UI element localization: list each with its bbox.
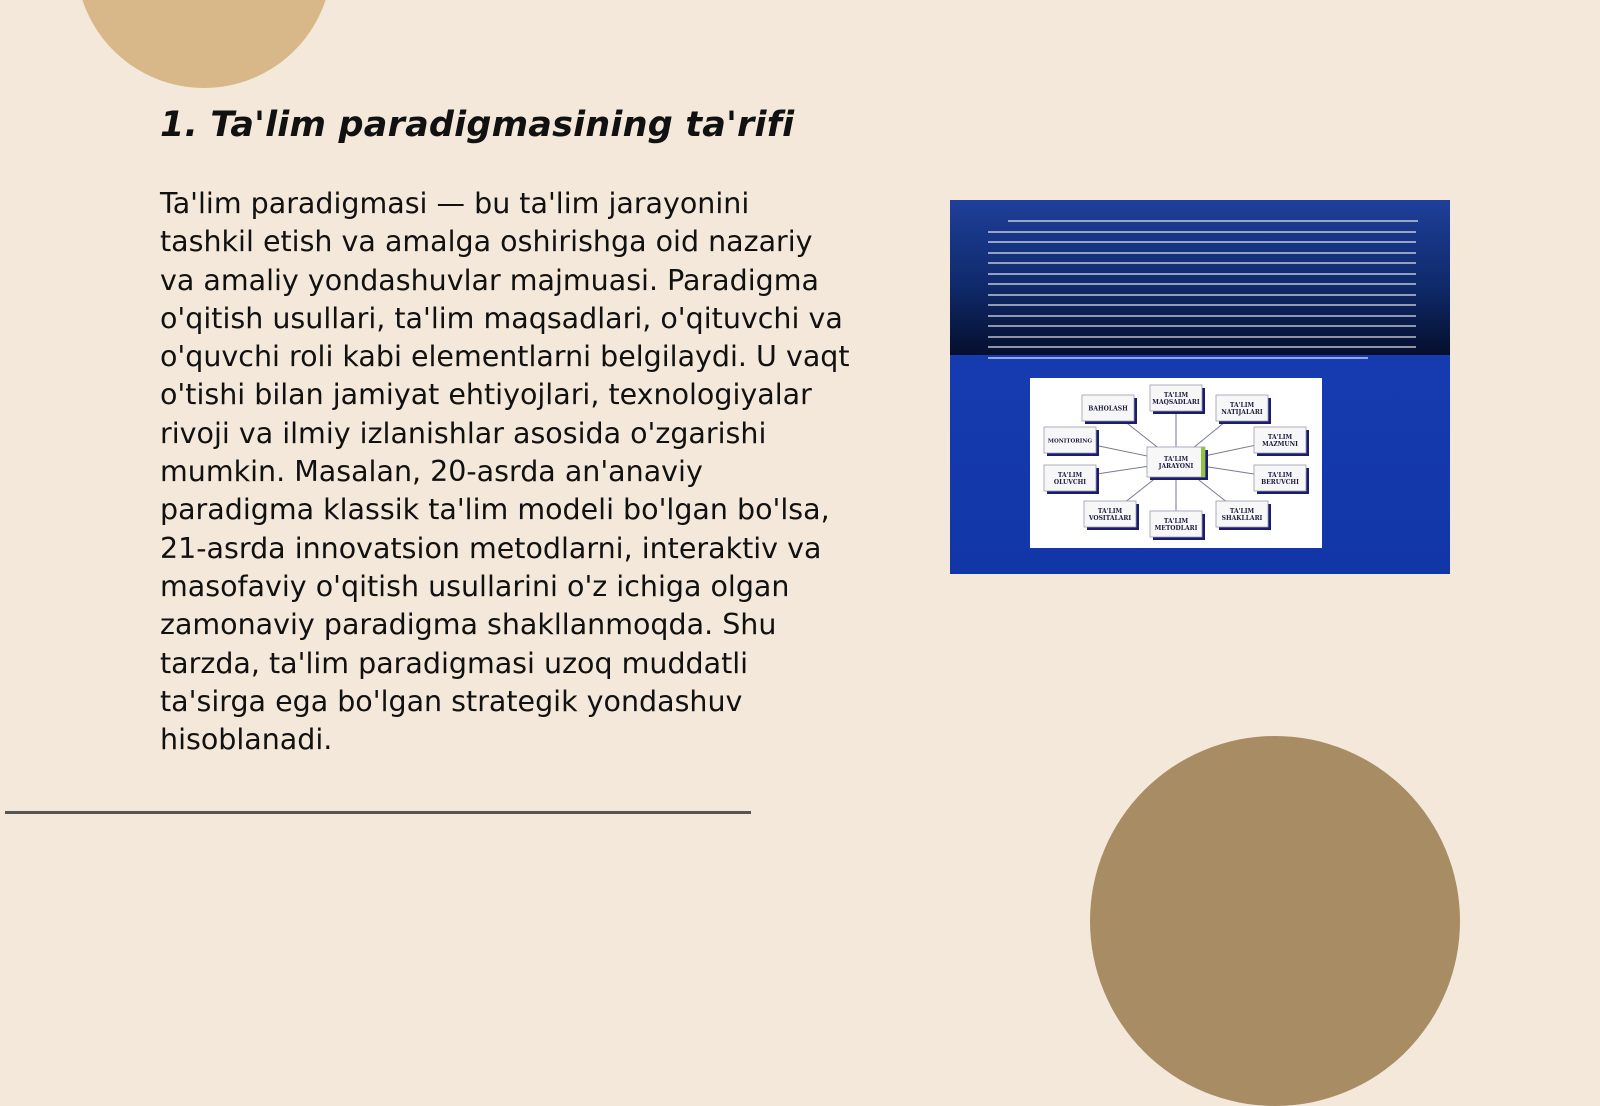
diagram-text-line	[988, 252, 1416, 254]
diagram-node	[1084, 501, 1139, 530]
diagram-text-block	[950, 200, 1450, 355]
diagram-text-line	[988, 315, 1416, 317]
diagram-node	[1216, 501, 1271, 530]
diagram-node	[1044, 427, 1099, 456]
svg-text:VOSITALARI: VOSITALARI	[1088, 515, 1132, 522]
svg-text:TA'LIM: TA'LIM	[1163, 392, 1189, 399]
svg-text:OLUVCHI: OLUVCHI	[1053, 479, 1087, 486]
decorative-circle-bottom	[1090, 736, 1460, 1106]
diagram-node	[1150, 511, 1205, 540]
slide-body-text: Ta'lim paradigmasi — bu ta'lim jarayonini tashkil etish va amalga oshirishga oid nazariy va amaliy yondashuvlar majmuasi. Paradigma o'qitish usullari, ta'lim maqsadlari, o'qituvchi va o'quvchi roli kabi elementlarni belgilaydi. U vaqt o'tishi bilan jamiyat ehtiyojlari, texnologiyalar rivoji va ilmiy izlanishlar asosida o'zgarishi mumkin. Masalan, 20-asrda an'anaviy paradigma klassik ta'lim modeli bo'lgan bo'lsa, 21-asrda innovatsion metodlarni, interaktiv va masofaviy o'qitish usullarini o'z ichiga olgan zamonaviy paradigma shakllanmoqda. Shu tarzda, ta'lim paradigmasi uzoq muddatli ta'sirga ega bo'lgan strategik yondashuv hisoblanadi.	[160, 187, 850, 757]
diagram-text-line	[988, 231, 1416, 233]
decorative-circle-top	[76, 0, 332, 88]
svg-text:TA'LIM: TA'LIM	[1229, 402, 1255, 409]
diagram-node	[1254, 427, 1309, 456]
svg-text:JARAYONI: JARAYONI	[1158, 463, 1194, 470]
diagram-node	[1216, 395, 1271, 424]
svg-text:MAQSADLARI: MAQSADLARI	[1152, 399, 1200, 406]
svg-text:TA'LIM: TA'LIM	[1097, 508, 1123, 515]
svg-text:NATIJALARI: NATIJALARI	[1221, 409, 1263, 416]
diagram-text-line	[988, 357, 1368, 359]
diagram-text-line	[988, 304, 1416, 306]
svg-text:BAHOLASH: BAHOLASH	[1088, 405, 1128, 413]
svg-text:TA'LIM: TA'LIM	[1163, 456, 1189, 463]
diagram-node	[1150, 385, 1205, 414]
diagram-text-line	[1008, 220, 1418, 222]
diagram-node	[1044, 465, 1099, 494]
svg-text:BERUVCHI: BERUVCHI	[1261, 479, 1299, 486]
svg-text:METODLARI: METODLARI	[1154, 525, 1198, 532]
diagram-text-line	[988, 346, 1416, 348]
diagram-text-line	[988, 262, 1416, 264]
svg-text:SHAKLLARI: SHAKLLARI	[1221, 515, 1263, 522]
diagram-node	[1254, 465, 1309, 494]
ta-lim-jarayoni-diagram-image	[950, 200, 1450, 574]
svg-text:TA'LIM: TA'LIM	[1057, 472, 1083, 479]
svg-text:TA'LIM: TA'LIM	[1267, 434, 1293, 441]
process-diagram	[1030, 378, 1322, 548]
diagram-node	[1082, 395, 1137, 424]
diagram-text-line	[988, 336, 1416, 338]
svg-text:TA'LIM: TA'LIM	[1229, 508, 1255, 515]
diagram-text-line	[988, 325, 1416, 327]
diagram-panel	[1030, 378, 1322, 548]
slide-title: 1. Ta'lim paradigmasining ta'rifi	[160, 105, 795, 145]
svg-text:MONITORING: MONITORING	[1047, 438, 1093, 445]
diagram-text-line	[988, 294, 1416, 296]
diagram-text-line	[988, 273, 1416, 275]
diagram-text-line	[988, 283, 1416, 285]
svg-text:TA'LIM: TA'LIM	[1163, 518, 1189, 525]
bottom-divider	[5, 811, 751, 814]
diagram-center-node	[1147, 447, 1208, 480]
svg-text:TA'LIM: TA'LIM	[1267, 472, 1293, 479]
svg-text:MAZMUNI: MAZMUNI	[1262, 441, 1298, 448]
diagram-text-line	[988, 241, 1416, 243]
